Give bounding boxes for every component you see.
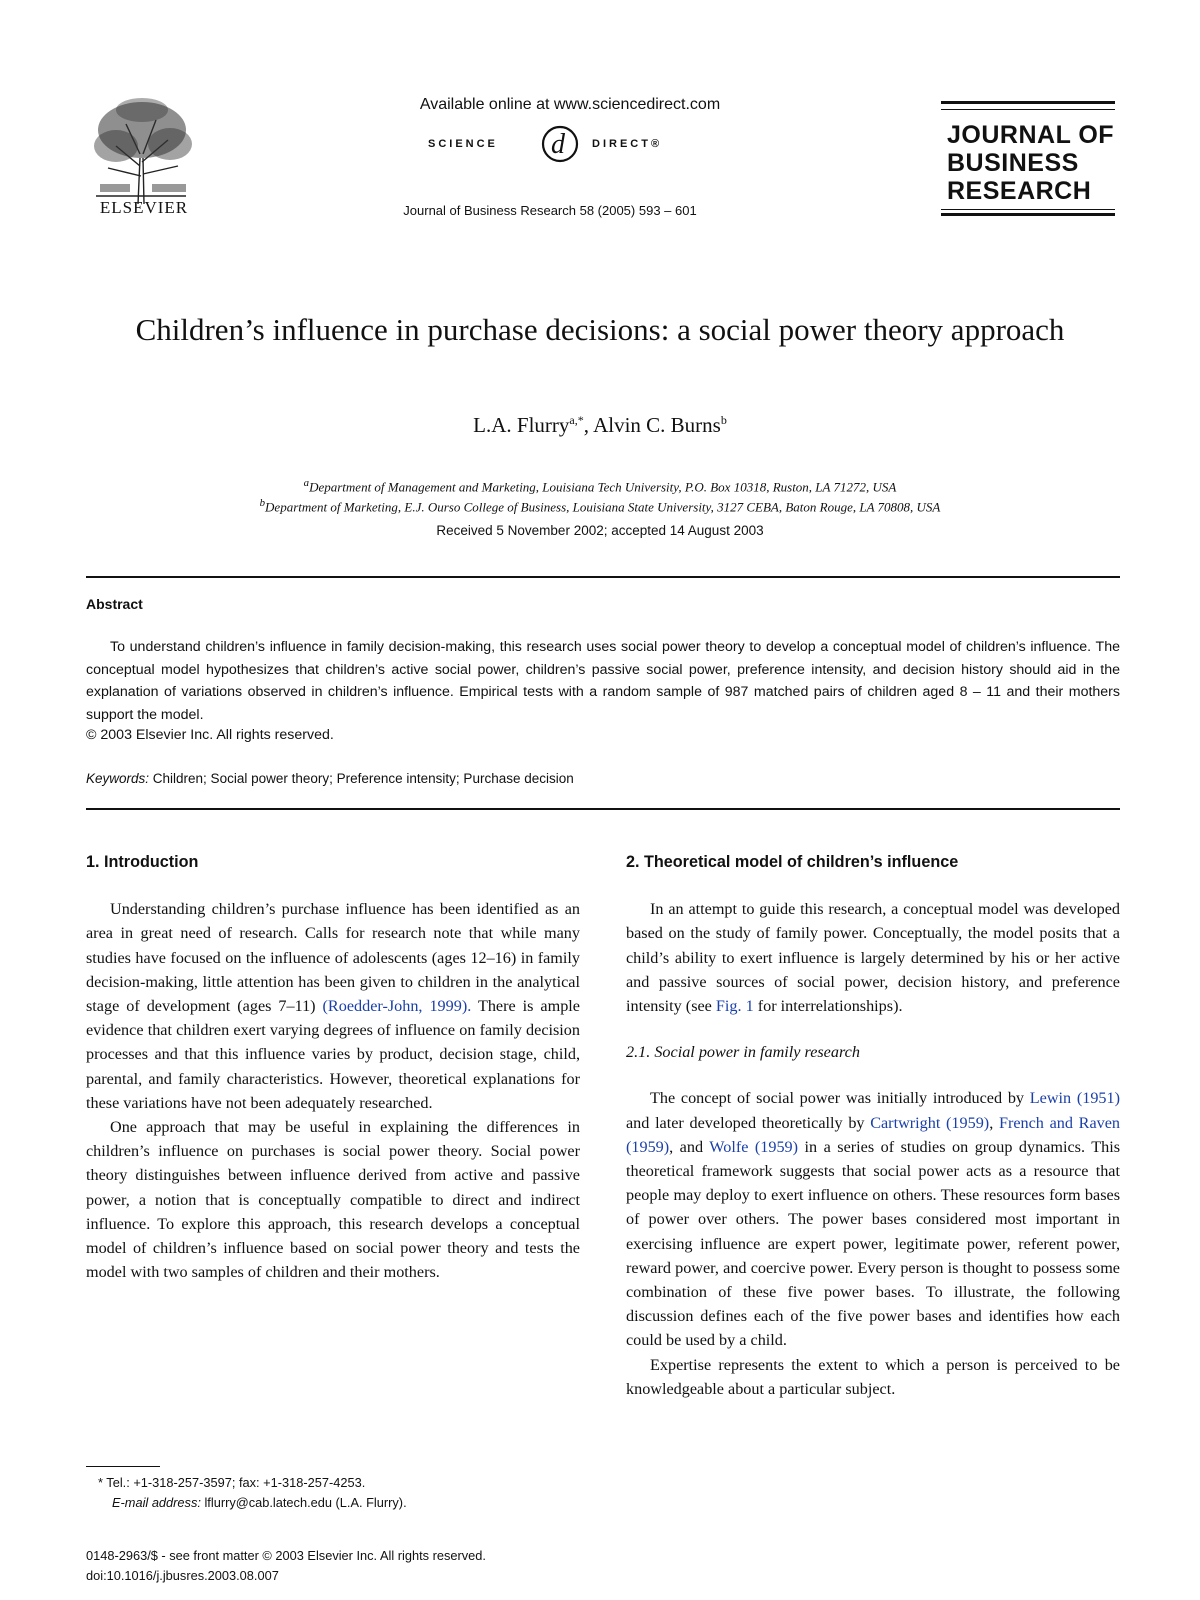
ref-french-raven-link[interactable]: French and Raven (1959)	[626, 1113, 1120, 1156]
affiliation-b-text: Department of Marketing, E.J. Ourso College of Business, Louisiana State University, 3127 CEBA, Baton Rouge, LA 70808, USA	[265, 499, 941, 515]
abstract-text: To understand children’s influence in family decision-making, this research uses social power theory to develop a conceptual model of children’s influence. The conceptual model hypothesizes that children’s active social power, children’s passive social power, preference intensity, and decision history should aid in the explanation of variations observed in children’s influence. Empirical tests with a random sample of 987 matched pairs of children aged 8 – 11 and their mothers support the model.	[86, 639, 1120, 723]
author-2: , Alvin C. Burns	[583, 413, 721, 437]
keywords-label: Keywords:	[86, 771, 150, 786]
author-1: L.A. Flurry	[473, 413, 570, 437]
theory-p2-text-d: , and	[669, 1137, 710, 1156]
ref-roedder-john-link[interactable]: (Roedder-John, 1999).	[322, 997, 472, 1016]
affiliation-a-mark: a	[303, 477, 310, 489]
footnote-contact: * Tel.: +1-318-257-3597; fax: +1-318-257-4253.	[98, 1475, 366, 1490]
email-label: E-mail address:	[112, 1495, 201, 1510]
issn-line: 0148-2963/$ - see front matter © 2003 Elsevier Inc. All rights reserved.	[86, 1548, 486, 1563]
keywords	[86, 771, 574, 786]
intro-paragraph-2: One approach that may be useful in explaining the differences in children’s influence on purchases is social power theory. Social power theory distinguishes between influence derived from active and passive power, a notion that is conceptually compatible to direct and indirect influence. To explore this approach, this research develops a conceptual model of children’s influence based on social power theory and tests the model with two samples of children and their mothers.	[86, 1118, 580, 1282]
author-1-affil-mark: a,*	[569, 413, 584, 427]
available-online-text: Available online at www.sciencedirect.com	[419, 96, 721, 113]
received-dates: Received 5 November 2002; accepted 14 August 2003	[436, 523, 764, 538]
left-column	[86, 850, 580, 1284]
theory-paragraph-2	[626, 1086, 1120, 1352]
theory-p2-text-a: The concept of social power was initially introduced by	[650, 1089, 1030, 1108]
intro-p1-text-b: There is ample evidence that children exert varying degrees of influence on family decision processes and that this influence varies by product, decision stage, child, parental, and family characteristics. However, theoretical explanations for these variations have not been adequately researched.	[86, 997, 580, 1112]
journal-logo-text	[947, 121, 1114, 205]
theory-p2-text-b: and later developed theoretically by	[626, 1113, 871, 1132]
theory-p1-text-b: for interrelationships).	[753, 997, 903, 1016]
abstract-copyright: © 2003 Elsevier Inc. All rights reserved.	[86, 727, 334, 743]
doi-line[interactable]: doi:10.1016/j.jbusres.2003.08.007	[86, 1568, 279, 1583]
author-2-affil-mark: b	[720, 413, 727, 427]
sciencedirect-right-text: DIRECT®	[592, 138, 663, 150]
theory-paragraph-3: Expertise represents the extent to which a person is perceived to be knowledgeable about a particular subject.	[626, 1355, 1120, 1398]
footnote-email	[112, 1494, 407, 1512]
theory-p1-text-a: In an attempt to guide this research, a conceptual model was developed based on the study of family power. Conceptually, the model posits that a child’s ability to exert influence is largely determined by his or her active and passive sources of social power, decision history, and preference intensity (see	[626, 900, 1120, 1016]
journal-logo-bottom-rule	[941, 213, 1115, 216]
journal-logo-top-thin-rule	[941, 109, 1115, 110]
theory-paragraph-1	[626, 897, 1120, 1018]
affiliation-b	[120, 497, 1080, 515]
journal-logo-top-rule	[941, 101, 1115, 104]
theory-heading: 2. Theoretical model of children’s influence	[626, 853, 959, 871]
author-line	[120, 413, 1080, 438]
abstract-top-rule	[86, 576, 1120, 578]
affiliation-a-text: Department of Management and Marketing, Louisiana Tech University, P.O. Box 10318, Ruston, LA 71272, USA	[309, 479, 897, 495]
abstract-bottom-rule	[86, 808, 1120, 810]
sciencedirect-left-text: SCIENCE	[428, 138, 498, 150]
subsection-heading: 2.1. Social power in family research	[626, 1043, 860, 1062]
ref-lewin-link[interactable]: Lewin (1951)	[1029, 1089, 1120, 1108]
theory-p2-text-c: ,	[989, 1113, 999, 1132]
article-title: Children’s influence in purchase decisions: a social power theory approach	[135, 312, 1065, 347]
journal-logo-line2: BUSINESS	[947, 149, 1079, 177]
intro-paragraph-1	[86, 897, 580, 1115]
journal-logo-line1: JOURNAL OF	[947, 121, 1115, 149]
abstract-heading: Abstract	[86, 596, 143, 612]
intro-heading: 1. Introduction	[86, 853, 199, 871]
journal-citation: Journal of Business Research 58 (2005) 593 – 601	[403, 203, 697, 218]
journal-logo	[941, 101, 1119, 219]
theory-p2-text-e: in a series of studies on group dynamics. This theoretical framework suggests that social power acts as a resource that people may deploy to exert influence on others. These resources form bases of power over others. The power bases considered most important in exercising influence are expert power, legitimate power, referent power, reward power, and coercive power. Every person is thought to possess some combination of these five power bases. To illustrate, the following discussion defines each of the five power bases and identifies how each could be used by a child.	[626, 1137, 1120, 1350]
sciencedirect-logo	[380, 124, 760, 168]
affiliation-b-mark: b	[259, 497, 266, 509]
email-address[interactable]: lflurry@cab.latech.edu (L.A. Flurry).	[200, 1495, 407, 1510]
journal-logo-line3: RESEARCH	[947, 177, 1092, 205]
ref-cartwright-link[interactable]: Cartwright (1959)	[870, 1113, 990, 1132]
fig1-link[interactable]: Fig. 1	[715, 997, 754, 1016]
ref-wolfe-link[interactable]: Wolfe (1959)	[709, 1137, 799, 1156]
right-column	[626, 850, 1120, 1401]
publisher-name: ELSEVIER	[99, 198, 189, 217]
keywords-list: Children; Social power theory; Preference intensity; Purchase decision	[149, 771, 574, 786]
intro-p1-text-a: Understanding children’s purchase influence has been identified as an area in great need of research. Calls for research note that while many studies have focused on the influence of adolescents (ages 12–16) in family decision-making, little attention has been given to children in the analytical stage of development (ages 7–11)	[86, 900, 580, 1016]
sciencedirect-d-icon	[538, 120, 582, 164]
svg-text:d: d	[551, 129, 565, 160]
footnote-rule	[86, 1466, 160, 1467]
journal-logo-bottom-thin-rule	[941, 209, 1115, 210]
affiliation-a	[120, 477, 1080, 495]
